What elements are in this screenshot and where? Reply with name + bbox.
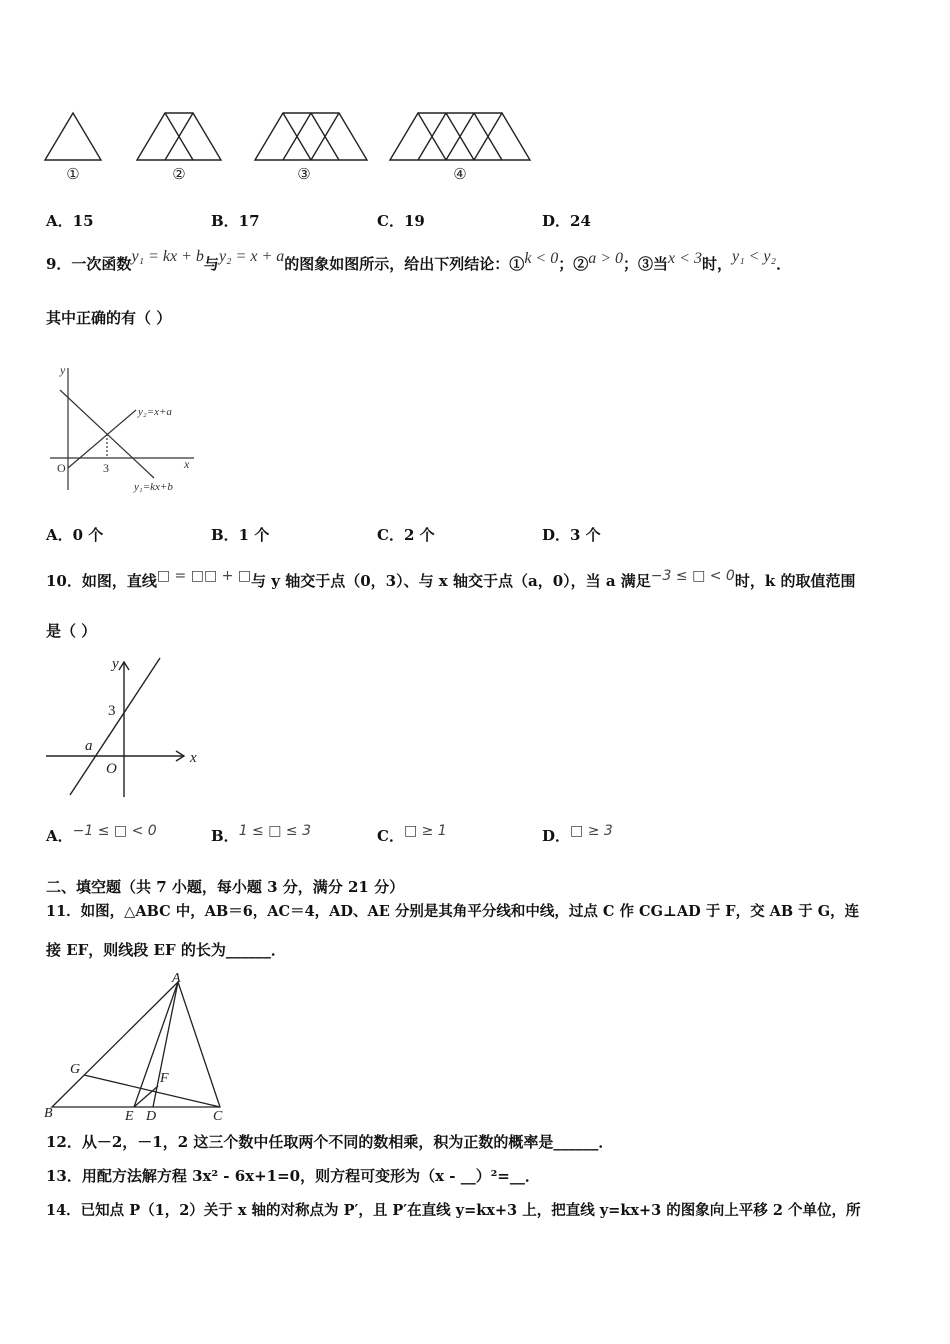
q9-eq1: y₁ = kx + b (131, 248, 204, 265)
q9-c1: k < 0 (524, 250, 559, 267)
q9-y-label: y (60, 363, 66, 377)
q10-x-label: x (190, 750, 197, 766)
q11-label-g: G (70, 1062, 81, 1077)
q11-triangle-abc (52, 982, 220, 1107)
q10-option-a-math: −1 ≤ □ < 0 (72, 823, 157, 839)
q11-triangle-figure (40, 970, 230, 1125)
q11-stem-line1: 11．如图，△ABC 中，AB＝6，AC＝4，AD、AE 分别是其角平分线和中线，过点 C 作 CG⊥AD 于 F，交 AB 于 G，连 (46, 903, 860, 920)
q11-label-e: E (125, 1109, 134, 1124)
q9-line-y2 (68, 410, 136, 468)
figure-4-label: ④ (453, 167, 467, 183)
q8-option-c: C．19 (377, 212, 425, 230)
q9-c2: a > 0 (588, 250, 624, 267)
q11-label-d: D (146, 1109, 157, 1124)
section-2-title: 二、填空题（共 7 小题，每小题 3 分，满分 21 分） (46, 878, 405, 896)
q10-option-b: B．1 ≤ □ ≤ 3 (211, 823, 311, 845)
q10-x-tick: a (85, 738, 93, 754)
q10-cond: −3 ≤ □ < 0 (650, 568, 735, 584)
figure-3-shape (255, 113, 367, 160)
q9-option-b: B．1 个 (211, 526, 270, 544)
q9-stem-line2: 其中正确的有（ ） (46, 309, 172, 327)
q9-graph (46, 360, 206, 500)
q11-label-f: F (160, 1071, 169, 1086)
q9-line2-label: y₁=kx+b (134, 481, 173, 493)
q11-label-a: A (172, 971, 181, 986)
q10-option-d: D．□ ≥ 3 (542, 823, 613, 845)
q10-origin-label: O (106, 761, 117, 777)
q9-stem-line1: 9．一次函数y₁ = kx + b与y₂ = x + a的图象如图所示，给出下列结论：①k < 0；②a > 0；③当x < 3时，y₁ < y₂． (46, 248, 792, 273)
q10-option-b-math: 1 ≤ □ ≤ 3 (238, 823, 311, 839)
figure-4-shape (390, 113, 530, 160)
figure-1-shape (45, 113, 101, 160)
q10-graph (42, 652, 212, 802)
q10-y-tick: 3 (108, 703, 116, 719)
figure-3-label: ③ (297, 167, 311, 183)
q13-stem: 13．用配方法解方程 3x² - 6x+1=0，则方程可变形为（x - __）²=__． (46, 1167, 540, 1185)
figure-2-label: ② (172, 167, 186, 183)
q11-label-c: C (213, 1109, 223, 1124)
q12-stem: 12．从－2，－1，2 这三个数中任取两个不同的数相乘，积为正数的概率是______． (46, 1133, 614, 1151)
q9-c4: y₁ < y₂ (731, 248, 777, 265)
q10-option-d-math: □ ≥ 3 (570, 823, 613, 839)
q10-option-c-math: □ ≥ 1 (403, 823, 447, 839)
q8-option-d: D．24 (542, 212, 591, 230)
figure-1-label: ① (66, 167, 80, 183)
q10-option-a: A．−1 ≤ □ < 0 (46, 823, 157, 845)
q9-line1-label: y₂=x+a (138, 406, 172, 418)
q9-x-label: x (184, 457, 190, 471)
q9-option-c: C．2 个 (377, 526, 435, 544)
q11-label-b: B (44, 1106, 53, 1121)
q10-option-c: C．□ ≥ 1 (377, 823, 447, 845)
q9-eq2: y₂ = x + a (218, 248, 285, 265)
q10-eq: □ = □□ + □ (156, 568, 252, 584)
q8-option-b: B．17 (211, 212, 260, 230)
triangle-pattern-figures (40, 105, 540, 185)
q9-c3: x < 3 (668, 250, 702, 267)
q9-option-a: A．0 个 (46, 526, 104, 544)
q8-option-a: A．15 (46, 212, 94, 230)
q9-origin-label: O (57, 461, 66, 475)
figure-2-shape (137, 113, 221, 160)
q11-stem-line2: 接 EF，则线段 EF 的长为______． (46, 941, 286, 959)
q10-stem-line1: 10．如图，直线□ = □□ + □与 y 轴交于点（0，3）、与 x 轴交于点（a，0），当 a 满足−3 ≤ □ < 0时，k 的取值范围 (46, 568, 856, 590)
q11-segment-ad (153, 982, 178, 1107)
q9-tick-3: 3 (103, 461, 109, 475)
q9-option-d: D．3 个 (542, 526, 601, 544)
q10-stem-line2: 是（ ） (46, 622, 97, 640)
q10-y-label: y (112, 656, 119, 672)
q14-stem: 14．已知点 P（1，2）关于 x 轴的对称点为 P′，且 P′在直线 y=kx+3 上，把直线 y=kx+3 的图象向上平移 2 个单位，所 (46, 1202, 861, 1219)
